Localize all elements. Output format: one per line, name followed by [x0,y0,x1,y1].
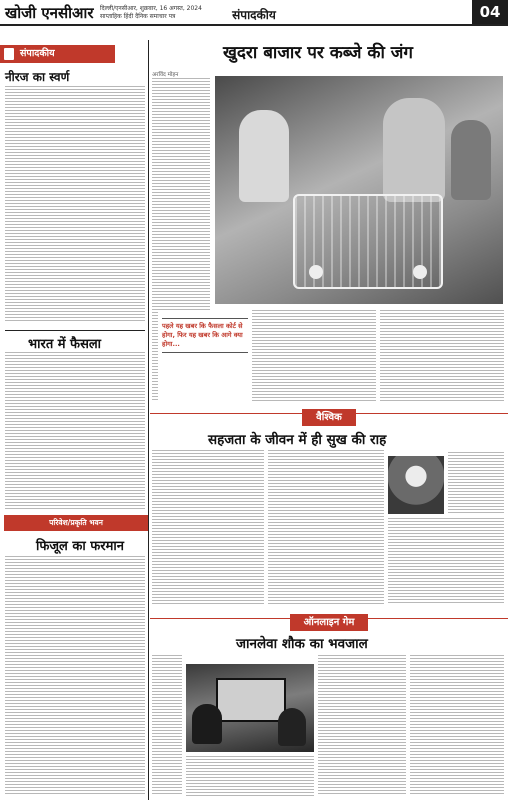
editorial-banner: संपादकीय [0,45,115,63]
cart-icon [293,194,443,289]
vaishvik-headline: सहजता के जीवन में ही सुख की राह [208,432,387,448]
vaishvik-col3 [388,518,504,604]
online-game-headline: जानलेवा शौक का भवजाल [236,636,368,652]
masthead [0,0,508,26]
figure-center [383,98,445,202]
newspaper-logo: खोजी एनसीआर [5,4,94,22]
main-headline: खुदरा बाजार पर कब्जे की जंग [223,43,413,63]
dateline-tagline: साप्ताहिक हिंदी दैनिक समाचार पत्र [100,13,176,20]
figure-left [239,110,289,202]
dateline-date: दिल्ली/एनसीआर, शुक्रवार, 16 अगस्त, 2024 [100,5,202,12]
main-intro-text [152,78,210,312]
page-number: 04 [472,0,508,24]
online-col2 [318,655,406,795]
main-body-col3 [380,310,504,402]
vaishvik-col1 [152,450,264,604]
editorial-headline: नीरज का स्वर्ण [5,70,70,84]
columnist-photo [388,456,444,514]
side-section-label: परिवेश/प्रकृति भवन [4,515,148,531]
vaishvik-section-label: वैश्विक [150,405,508,423]
side-headline: फिजूल का फरमान [36,539,124,554]
main-body-col2 [252,310,376,402]
section-title: संपादकीय [232,8,276,22]
shopping-cart-illustration [215,76,503,304]
gaming-photo [186,664,314,752]
main-byline: अरविंद मोहन [152,72,179,78]
side-body-text [5,556,145,796]
vaishvik-col2 [268,450,384,604]
online-col3 [410,655,504,795]
online-col1 [152,655,182,795]
editorial-body-text [5,86,145,322]
pull-quote: पहले यह खबर कि फैसला कोर्ट से होगा, फिर यह खबर कि आगे क्या होगा... [162,318,248,353]
figure-right [451,120,491,200]
second-editorial-headline: भारत में फैसला [28,337,102,352]
second-editorial-body [5,352,145,510]
online-game-section-label: ऑनलाइन गेम [150,610,508,628]
screen-icon [216,678,286,722]
